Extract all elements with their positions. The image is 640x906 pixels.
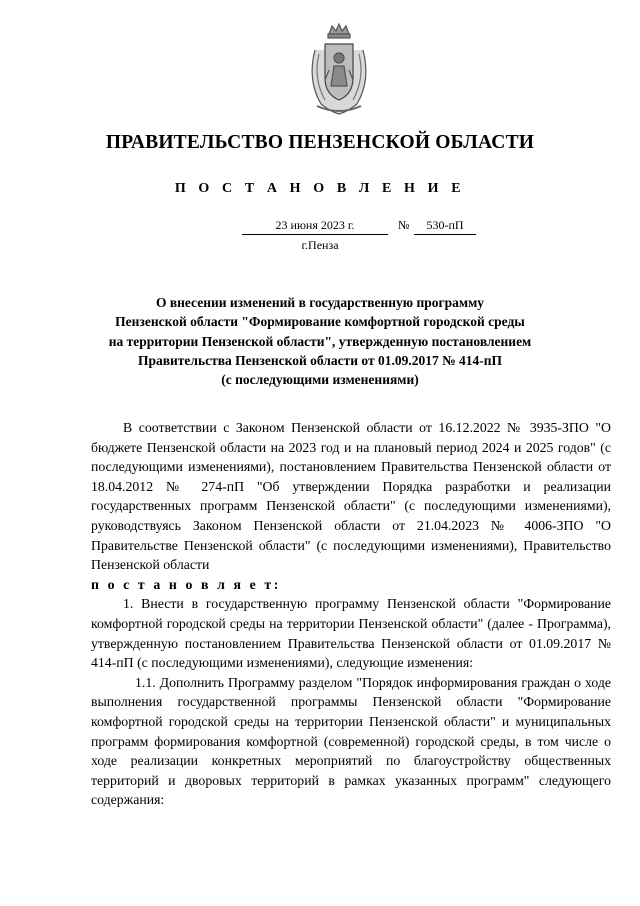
number-sign: № xyxy=(398,218,410,232)
decree-word: п о с т а н о в л я е т: xyxy=(91,576,281,592)
city: г.Пенза xyxy=(301,238,339,252)
heading-line: Правительства Пензенской области от 01.09.2017 № 414-пП xyxy=(137,352,503,368)
item-1-paragraph: 1. Внести в государственную программу Пензенской области "Формирование комфортной городской среды на территории Пензенской области" (далее - Программа), утвержденную постановлением Правительства Пензенской области от 01.09.2017 № 414-пП (с последующими изменениями), следующие изменения: xyxy=(91,596,611,671)
document-body xyxy=(91,418,611,810)
item-1-1-paragraph: 1.1. Дополнить Программу разделом "Порядок информирования граждан о ходе выполнения государственной программы Пензенской области "Формирование комфортной городской среды на территории Пензенской области" и муниципальных программ формирования комфортной (современной) городской среды, в том числе о ходе реализации конкретных мероприятий по благоустройству общественных территорий и дворовых территорий в рамках указанных программ" следующего содержания: xyxy=(91,674,611,808)
heading-line: на территории Пензенской области", утвержденную постановлением xyxy=(108,333,532,349)
document-number: 530-пП xyxy=(414,218,476,235)
document-heading xyxy=(80,293,560,389)
penza-coat-of-arms-icon xyxy=(301,20,377,116)
government-title: ПРАВИТЕЛЬСТВО ПЕНЗЕНСКОЙ ОБЛАСТИ xyxy=(105,132,535,153)
document-date: 23 июня 2023 г. xyxy=(242,218,388,235)
preamble-paragraph: В соответствии с Законом Пензенской области от 16.12.2022 № 3935-ЗПО "О бюджете Пензенской области на 2023 год и на плановый период 2024 и 2025 годов" (с последующими изменениями), постановлением Правительства Пензенской области от 18.04.2012 № 274-пП "Об утверждении Порядка разработки и реализации государственных программ Пензенской области" (с последующими изменениями), руководствуясь Законом Пензенской области от 21.04.2023 № 4006-ЗПО "О Правительстве Пензенской области" (с последующими изменениями), Правительство Пензенской области xyxy=(91,420,611,573)
heading-line: Пензенской области "Формирование комфортной городской среды xyxy=(115,314,525,330)
document-type: П О С Т А Н О В Л Е Н И Е xyxy=(174,181,466,196)
heading-line: О внесении изменений в государственную программу xyxy=(155,295,485,310)
heading-line: (с последующими изменениями) xyxy=(221,372,419,388)
